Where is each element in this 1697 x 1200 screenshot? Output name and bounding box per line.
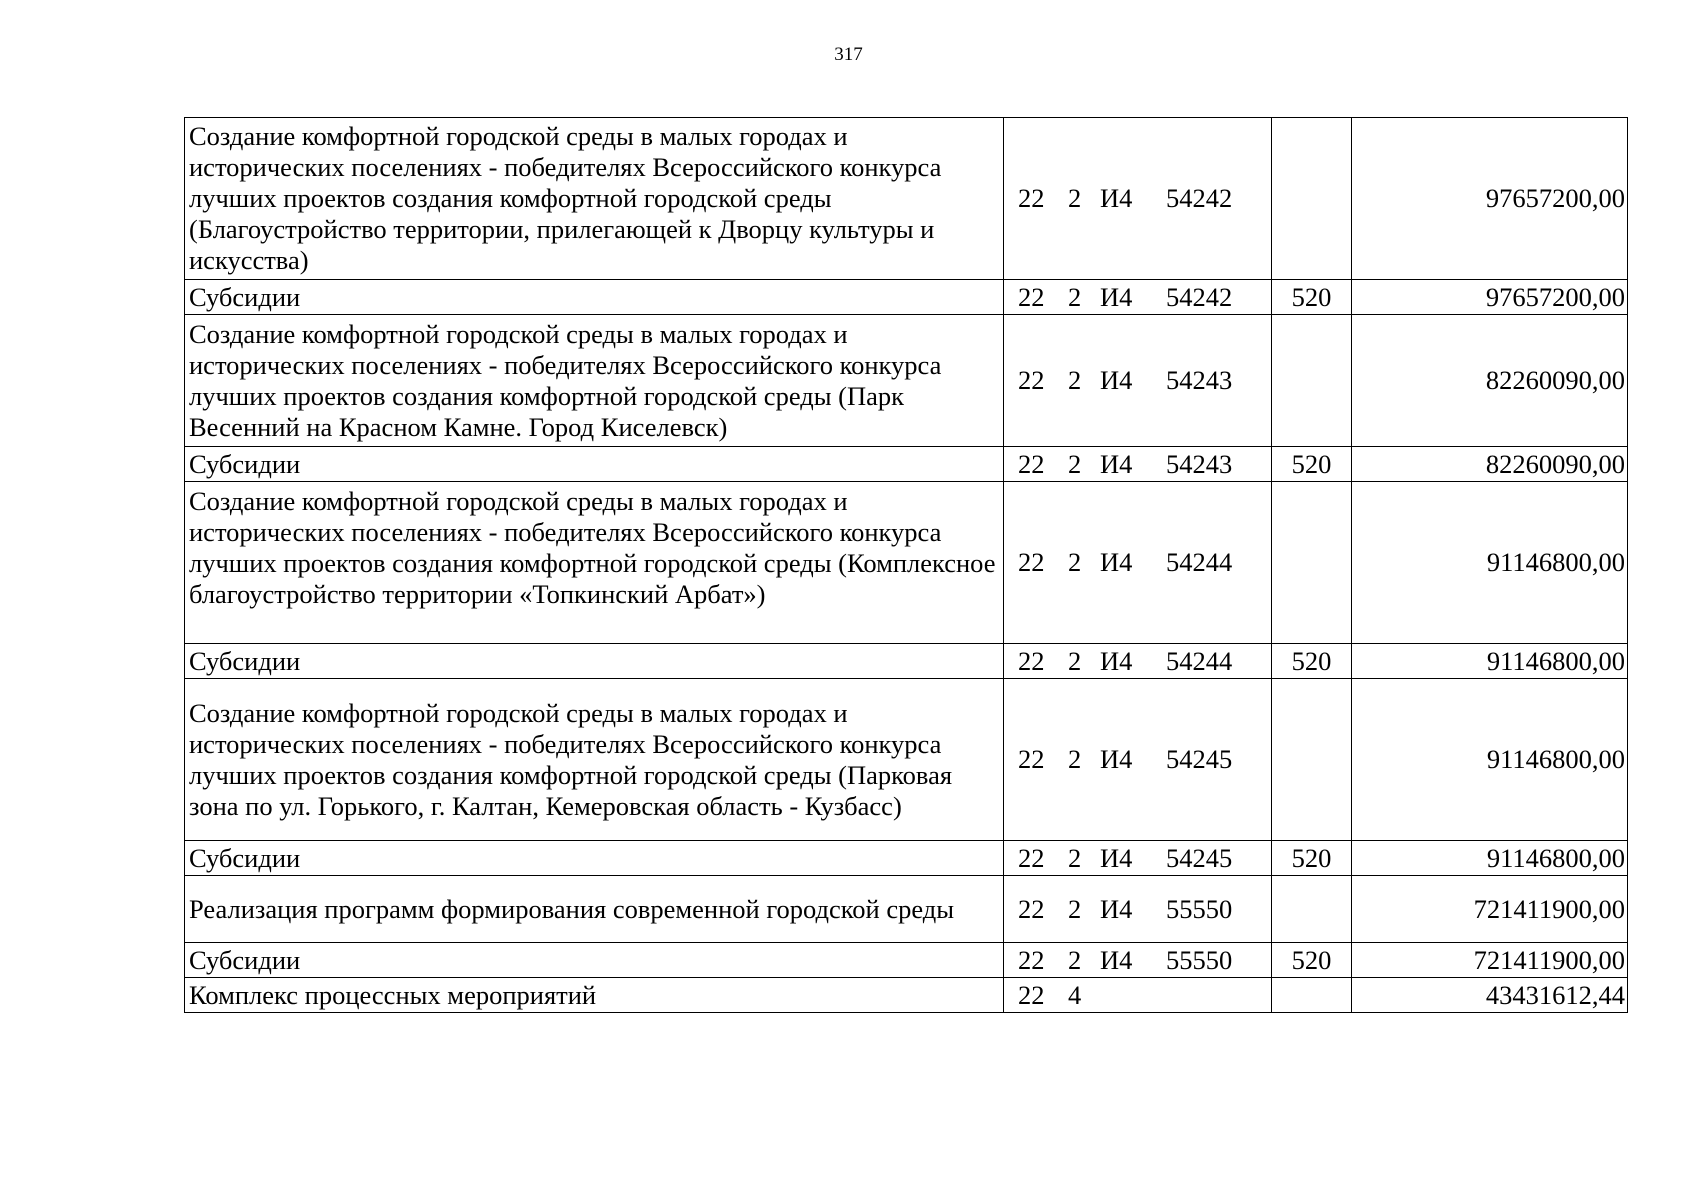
project-code: И4 [1100,547,1133,577]
page-number: 317 [834,44,863,65]
project-code: И4 [1100,944,1133,975]
expense-name: Создание комфортной городской среды в малых городах и исторических поселениях - победителях Всероссийского конкурса лучших проектов создания комфортной городской среды (Парк Весенний на Красном Камне. Город Киселевск) [185,315,1004,447]
section-code: 22 [1018,893,1045,924]
budget-codes [1004,876,1272,943]
direction-code: 54243 [1166,448,1233,479]
subprogram-code: 4 [1068,979,1082,1010]
budget-table [184,117,1628,1013]
amount: 91146800,00 [1352,841,1628,876]
expense-name: Субсидии [185,447,1004,482]
table-row [185,876,1628,943]
amount: 721411900,00 [1352,943,1628,978]
direction-code: 54242 [1166,183,1233,213]
table-row [185,482,1628,644]
expense-type-code [1272,876,1352,943]
project-code: И4 [1100,744,1133,774]
subprogram-code: 2 [1068,448,1082,479]
amount: 91146800,00 [1352,644,1628,679]
budget-codes [1004,315,1272,447]
budget-codes [1004,644,1272,679]
amount: 82260090,00 [1352,315,1628,447]
table-row [185,679,1628,841]
table-row [185,978,1628,1013]
table-row [185,447,1628,482]
budget-codes [1004,841,1272,876]
subprogram-code: 2 [1068,744,1082,774]
project-code: И4 [1100,281,1133,312]
subprogram-code: 2 [1068,281,1082,312]
expense-name: Субсидии [185,280,1004,315]
project-code: И4 [1100,448,1133,479]
amount: 97657200,00 [1352,280,1628,315]
subprogram-code: 2 [1068,183,1082,213]
amount: 43431612,44 [1352,978,1628,1013]
expense-type-code: 520 [1272,644,1352,679]
budget-codes [1004,943,1272,978]
expense-name: Создание комфортной городской среды в малых городах и исторических поселениях - победителях Всероссийского конкурса лучших проектов создания комфортной городской среды (Парковая зона по ул. Горького, г. Калтан, Кемеровская область - Кузбасс) [185,679,1004,841]
amount: 721411900,00 [1352,876,1628,943]
amount: 82260090,00 [1352,447,1628,482]
project-code: И4 [1100,893,1133,924]
table-row [185,943,1628,978]
subprogram-code: 2 [1068,645,1082,676]
expense-type-code [1272,118,1352,280]
expense-type-code [1272,679,1352,841]
expense-type-code: 520 [1272,447,1352,482]
budget-codes [1004,280,1272,315]
table-row [185,118,1628,280]
section-code: 22 [1018,547,1045,577]
budget-codes [1004,978,1272,1013]
budget-codes [1004,482,1272,644]
section-code: 22 [1018,744,1045,774]
expense-type-code [1272,482,1352,644]
budget-codes [1004,447,1272,482]
subprogram-code: 2 [1068,365,1082,395]
direction-code: 54244 [1166,645,1233,676]
direction-code: 55550 [1166,893,1233,924]
subprogram-code: 2 [1068,842,1082,873]
project-code: И4 [1100,645,1133,676]
direction-code: 54245 [1166,744,1233,774]
expense-name: Реализация программ формирования современной городской среды [185,876,1004,943]
section-code: 22 [1018,448,1045,479]
subprogram-code: 2 [1068,893,1082,924]
section-code: 22 [1018,183,1045,213]
direction-code: 54243 [1166,365,1233,395]
section-code: 22 [1018,944,1045,975]
expense-type-code [1272,978,1352,1013]
direction-code: 54245 [1166,842,1233,873]
table-row [185,841,1628,876]
expense-name: Субсидии [185,943,1004,978]
table-row [185,644,1628,679]
project-code: И4 [1100,365,1133,395]
expense-name: Создание комфортной городской среды в малых городах и исторических поселениях - победителях Всероссийского конкурса лучших проектов создания комфортной городской среды (Благоустройство территории, прилегающей к Дворцу культуры и искусства) [185,118,1004,280]
project-code: И4 [1100,183,1133,213]
expense-type-code: 520 [1272,280,1352,315]
expense-name: Субсидии [185,644,1004,679]
amount: 97657200,00 [1352,118,1628,280]
section-code: 22 [1018,645,1045,676]
table-row [185,280,1628,315]
expense-name: Комплекс процессных мероприятий [185,978,1004,1013]
direction-code: 54242 [1166,281,1233,312]
expense-type-code [1272,315,1352,447]
section-code: 22 [1018,281,1045,312]
expense-type-code: 520 [1272,841,1352,876]
section-code: 22 [1018,979,1045,1010]
subprogram-code: 2 [1068,547,1082,577]
amount: 91146800,00 [1352,679,1628,841]
amount: 91146800,00 [1352,482,1628,644]
direction-code: 54244 [1166,547,1233,577]
expense-name: Субсидии [185,841,1004,876]
expense-name: Создание комфортной городской среды в малых городах и исторических поселениях - победителях Всероссийского конкурса лучших проектов создания комфортной городской среды (Комплексное благоустройство территории «Топкинский Арбат») [185,482,1004,644]
direction-code: 55550 [1166,944,1233,975]
budget-codes [1004,118,1272,280]
budget-codes [1004,679,1272,841]
project-code: И4 [1100,842,1133,873]
subprogram-code: 2 [1068,944,1082,975]
section-code: 22 [1018,365,1045,395]
table-row [185,315,1628,447]
section-code: 22 [1018,842,1045,873]
expense-type-code: 520 [1272,943,1352,978]
